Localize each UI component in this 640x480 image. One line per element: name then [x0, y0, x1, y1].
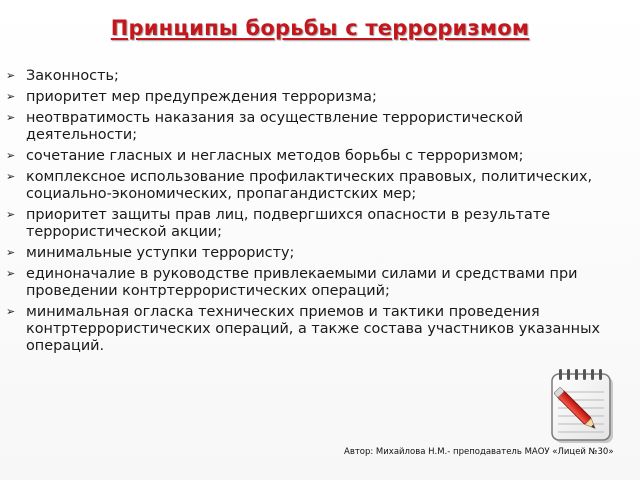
list-item: [6, 89, 612, 106]
list-item-text: сочетание гласных и негласных методов борьбы с терроризмом;: [26, 148, 524, 164]
list-item: [6, 68, 612, 85]
list-item: [6, 110, 612, 144]
footer-author: Автор: Михайлова Н.М.- преподаватель МАОУ «Лицей №30»: [344, 447, 614, 457]
list-item-text: приоритет мер предупреждения терроризма;: [26, 89, 377, 105]
list-item-text: минимальные уступки террористу;: [26, 245, 295, 261]
bullet-list-container: [6, 68, 612, 359]
bullet-arrow-icon: ➢: [6, 90, 16, 103]
list-item-text: единоначалие в руководстве привлекаемыми силами и средствами при проведении контртеррористических операций;: [26, 266, 578, 299]
bullet-arrow-icon: ➢: [6, 170, 16, 183]
list-item: [6, 207, 612, 241]
notepad-pencil-icon: [546, 368, 622, 448]
slide-title: Принципы борьбы с терроризмом: [110, 16, 530, 40]
bullet-arrow-icon: ➢: [6, 208, 16, 221]
list-item-text: Законность;: [26, 68, 119, 84]
bullet-arrow-icon: ➢: [6, 69, 16, 82]
bullet-list: [6, 68, 612, 355]
bullet-arrow-icon: ➢: [6, 267, 16, 280]
list-item: [6, 169, 612, 203]
bullet-arrow-icon: ➢: [6, 305, 16, 318]
list-item: [6, 304, 612, 355]
list-item: [6, 245, 612, 262]
bullet-arrow-icon: ➢: [6, 246, 16, 259]
bullet-arrow-icon: ➢: [6, 149, 16, 162]
list-item-text: приоритет защиты прав лиц, подвергшихся опасности в результате террористической акции;: [26, 207, 551, 240]
bullet-arrow-icon: ➢: [6, 111, 16, 124]
list-item-text: минимальная огласка технических приемов и тактики проведения контртеррористических операций, а также состава участников указанных операций.: [26, 304, 600, 354]
list-item: [6, 148, 612, 165]
list-item: [6, 266, 612, 300]
list-item-text: комплексное использование профилактических правовых, политических, социально-экономических, пропагандистских мер;: [26, 169, 593, 202]
list-item-text: неотвратимость наказания за осуществление террористической деятельности;: [26, 110, 524, 143]
